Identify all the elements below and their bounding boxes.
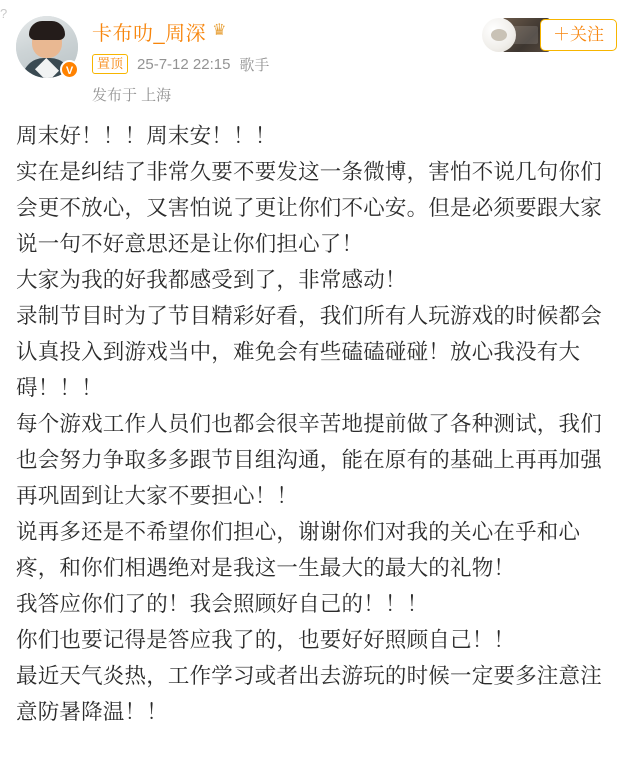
avatar[interactable]: [16, 16, 78, 78]
post-timestamp: 25-7-12 22:15: [137, 55, 231, 73]
post-paragraph: 周末好！！！周末安！！！: [16, 124, 277, 148]
weibo-logo-eye: [491, 29, 507, 41]
post-header: [16, 14, 617, 106]
post-body: [16, 118, 617, 730]
pinned-tag: 置顶: [92, 54, 128, 74]
post-paragraph: 录制节目时为了节目精彩好看，我们所有人玩游戏的时候都会认真投入到游戏当中，难免会有些磕磕碰碰！放心我没有大碍！！！: [16, 304, 602, 400]
post-paragraph: 大家为我的好我都感受到了，非常感动！: [16, 268, 407, 292]
post-paragraph: 最近天气炎热，工作学习或者出去游玩的时候一定要多注意注意防暑降温！！: [16, 664, 602, 724]
corner-question-mark: ?: [0, 6, 8, 21]
weibo-logo-icon: [482, 18, 516, 52]
author-name[interactable]: 卡布叻_周深: [92, 22, 207, 45]
post-paragraph: 你们也要记得是答应我了的，也要好好照顾自己！！: [16, 628, 516, 652]
post-paragraph: 实在是纠结了非常久要不要发这一条微博，害怕不说几句你们会更不放心，又害怕说了更让你们不心安。但是必须要跟大家说一句不好意思还是让你们担心了！: [16, 160, 602, 256]
avatar-hair-shape: [29, 21, 65, 40]
post-paragraph: 我答应你们了的！我会照顾好自己的！！！: [16, 592, 429, 616]
verified-badge-icon: V: [60, 60, 79, 79]
post-paragraph: 每个游戏工作人员们也都会很辛苦地提前做了各种测试，我们也会努力争取多多跟节目组沟通，能在原有的基础上再再加强再巩固到让大家不要担心！！: [16, 412, 602, 508]
crown-icon: ♛: [212, 22, 227, 39]
post-paragraph: 说再多还是不希望你们担心，谢谢你们对我的关心在乎和心疼，和你们相遇绝对是我这一生最大的最大的礼物！: [16, 520, 581, 580]
post-location: 发布于 上海: [92, 87, 172, 104]
follow-button[interactable]: ＋关注: [540, 19, 617, 51]
header-actions: [482, 18, 617, 52]
post-source[interactable]: 歌手: [239, 56, 270, 74]
post-meta-row: [92, 53, 617, 75]
